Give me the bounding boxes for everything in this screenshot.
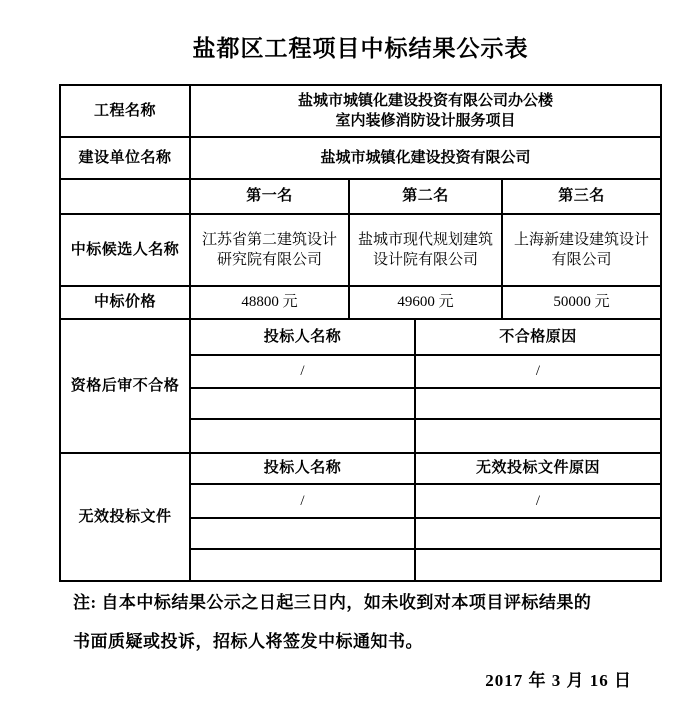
bid-result-table xyxy=(59,84,662,582)
invalid-reason-3 xyxy=(415,549,661,581)
invalid-reason-header: 无效投标文件原因 xyxy=(415,453,661,484)
invalid-section-label: 无效投标文件 xyxy=(60,453,190,581)
project-name-value xyxy=(190,85,661,137)
footer-date: 2017 年 3 月 16 日 xyxy=(485,671,632,690)
rank-header-2: 第二名 xyxy=(349,179,502,214)
footer-note xyxy=(73,588,663,666)
row-invalid-header xyxy=(60,453,661,484)
invalid-bidder-1: / xyxy=(190,484,415,518)
price-3: 50000 元 xyxy=(502,286,661,319)
row-prices xyxy=(60,286,661,319)
price-2: 49600 元 xyxy=(349,286,502,319)
candidate-3: 上海新建设建筑设计有限公司 xyxy=(502,214,661,286)
invalid-bidder-2 xyxy=(190,518,415,549)
qualification-reason-2 xyxy=(415,388,661,419)
invalid-reason-1: / xyxy=(415,484,661,518)
owner-label: 建设单位名称 xyxy=(60,137,190,179)
qualification-bidder-header: 投标人名称 xyxy=(190,319,415,355)
qualification-bidder-2 xyxy=(190,388,415,419)
footer-note-line2: 书面质疑或投诉，招标人将签发中标通知书。 xyxy=(73,632,423,651)
qualification-reason-3 xyxy=(415,419,661,453)
rank-header-spacer-cell xyxy=(60,179,190,214)
project-name-line2: 室内装修消防设计服务项目 xyxy=(335,113,516,129)
footer-note-line1: 注: 自本中标结果公示之日起三日内，如未收到对本项目评标结果的 xyxy=(73,593,592,612)
project-name-label: 工程名称 xyxy=(60,85,190,137)
rank-header-3: 第三名 xyxy=(502,179,661,214)
project-name-line1: 盐城市城镇化建设投资有限公司办公楼 xyxy=(297,92,553,109)
row-candidates xyxy=(60,214,661,286)
candidate-2: 盐城市现代规划建筑设计院有限公司 xyxy=(349,214,502,286)
qualification-reason-1: / xyxy=(415,355,661,388)
owner-value: 盐城市城镇化建设投资有限公司 xyxy=(190,137,661,179)
row-qualification-header xyxy=(60,319,661,355)
rank-header-1: 第一名 xyxy=(190,179,349,214)
qualification-bidder-3 xyxy=(190,419,415,453)
qualification-bidder-1: / xyxy=(190,355,415,388)
price-label: 中标价格 xyxy=(60,286,190,319)
invalid-reason-2 xyxy=(415,518,661,549)
row-rank-headers xyxy=(60,179,661,214)
qualification-reason-header: 不合格原因 xyxy=(415,319,661,355)
candidate-1: 江苏省第二建筑设计研究院有限公司 xyxy=(190,214,349,286)
invalid-bidder-3 xyxy=(190,549,415,581)
candidates-label: 中标候选人名称 xyxy=(60,214,190,286)
row-project-name xyxy=(60,85,661,137)
price-1: 48800 元 xyxy=(190,286,349,319)
page-title: 盐都区工程项目中标结果公示表 xyxy=(192,36,529,61)
row-owner xyxy=(60,137,661,179)
invalid-bidder-header: 投标人名称 xyxy=(190,453,415,484)
qualification-section-label: 资格后审不合格 xyxy=(60,319,190,453)
